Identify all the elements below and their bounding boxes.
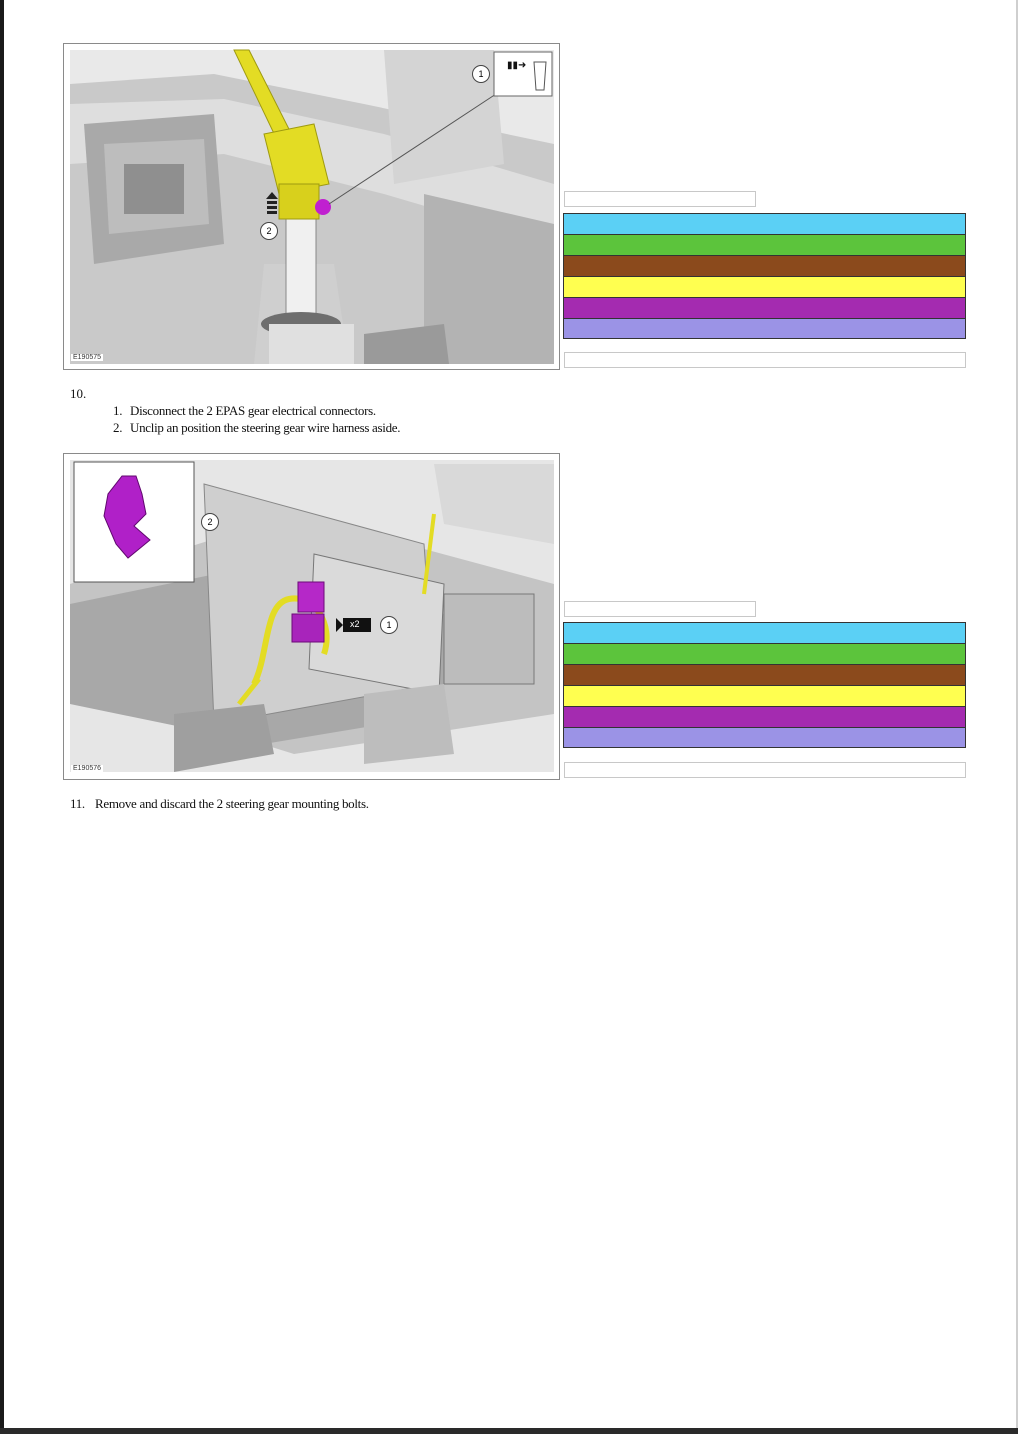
legend-swatch-brown <box>563 255 966 276</box>
callout-1: 1 <box>472 65 490 83</box>
legend-swatch-yellow <box>563 276 966 297</box>
legend-swatch-blue <box>563 213 966 234</box>
legend-swatch-magenta <box>563 706 966 727</box>
legend-header-cell <box>564 601 756 617</box>
legend-swatch-yellow <box>563 685 966 706</box>
legend-swatch-blue <box>563 622 966 643</box>
legend-footer-cell <box>564 762 966 778</box>
epas-connectors-illustration <box>64 454 559 779</box>
step-number: 11. <box>70 796 85 811</box>
legend-swatch-magenta <box>563 297 966 318</box>
svg-text:▮▮➜: ▮▮➜ <box>507 60 527 71</box>
color-legend <box>563 213 966 339</box>
figure-code: E190575 <box>73 354 102 361</box>
step-text: Remove and discard the 2 steering gear mounting bolts. <box>95 796 369 811</box>
multiplier-badge: x2 <box>350 619 360 629</box>
legend-swatch-green <box>563 643 966 664</box>
viewer-left-edge <box>0 0 4 1434</box>
step-11 <box>70 796 369 812</box>
legend-swatch-lavender <box>563 727 966 748</box>
legend-swatch-lavender <box>563 318 966 339</box>
callout-2: 2 <box>201 513 219 531</box>
steering-shaft-illustration <box>64 44 559 369</box>
color-legend <box>563 622 966 748</box>
legend-header-cell <box>564 191 756 207</box>
figure-code: E190576 <box>73 765 102 772</box>
legend-footer-cell <box>564 352 966 368</box>
figure-epas-connectors <box>63 453 560 780</box>
callout-2: 2 <box>260 222 278 240</box>
legend-swatch-green <box>563 234 966 255</box>
substep-item: 2. Unclip an position the steering gear wire harness aside. <box>113 420 401 435</box>
step-number: 10. <box>70 386 87 401</box>
legend-swatch-brown <box>563 664 966 685</box>
substep-item: 1. Disconnect the 2 EPAS gear electrical connectors. <box>113 403 376 418</box>
viewer-bottom-edge <box>0 1428 1018 1434</box>
callout-1: 1 <box>380 616 398 634</box>
figure-steering-shaft <box>63 43 560 370</box>
substep-list <box>113 402 400 436</box>
